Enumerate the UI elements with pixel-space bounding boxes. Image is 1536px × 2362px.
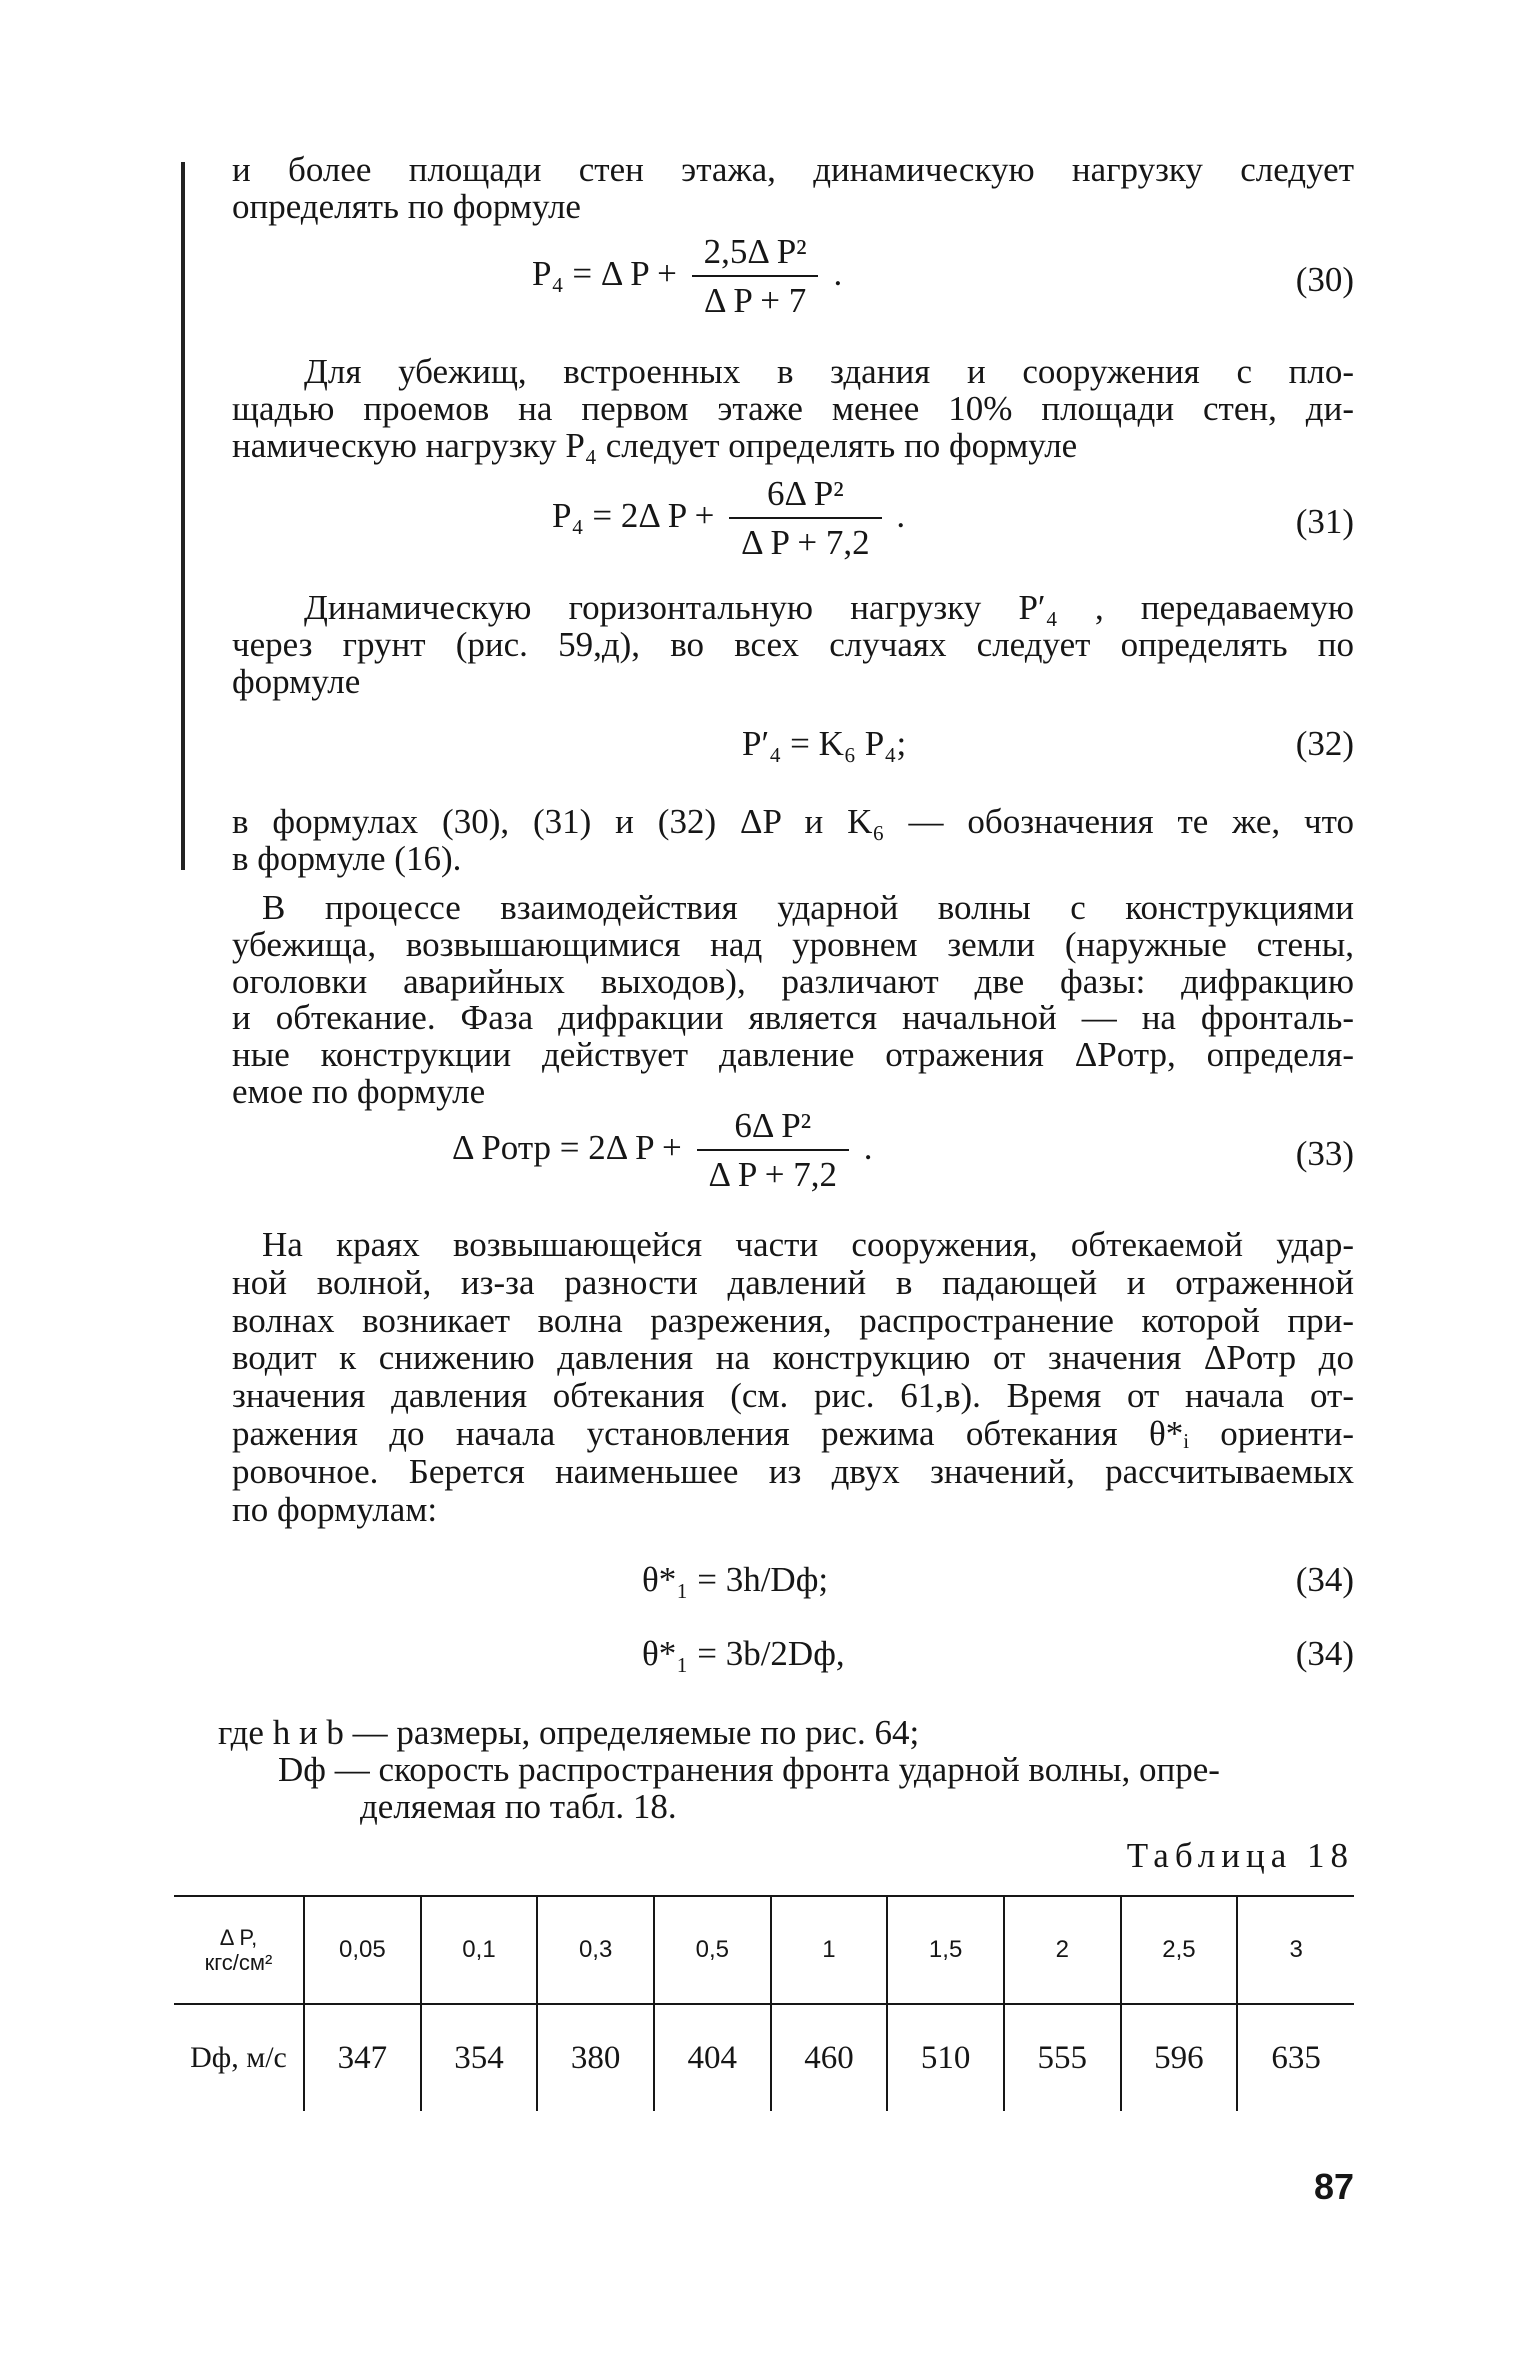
text-line: ражения до начала установления режима обтекания θ*ᵢ ориенти- [232, 1413, 1354, 1453]
formula-lhs: P₄ = 2Δ P + [552, 495, 715, 535]
where-line-1: где h и b — размеры, определяемые по рис. 64; [218, 1713, 920, 1752]
table-title: Таблица 18 [1126, 1836, 1354, 1875]
speed-cell: 347 [304, 2004, 421, 2111]
where-line-2: Dф — скорость распространения фронта ударной волны, опре- [278, 1750, 1220, 1789]
page-number: 87 [1313, 2166, 1354, 2207]
text-line: Динамическую горизонтальную нагрузку P′₄ , передаваемую [304, 588, 1354, 627]
text-line: убежища, возвышающимися над уровнем земли (наружные стены, [232, 924, 1354, 964]
fraction-denominator: Δ P + 7 [692, 275, 818, 320]
fraction-numerator: 6Δ P² [734, 1106, 812, 1145]
equation-number: (34) [1295, 1634, 1354, 1673]
fraction-numerator: 2,5Δ P² [703, 232, 807, 271]
formula-fraction [692, 234, 819, 320]
fraction-numerator: 6Δ P² [766, 474, 844, 513]
formula-expression: P′₄ = K₆ P₄; [742, 724, 907, 763]
formula-31 [232, 474, 1354, 562]
speed-cell: 596 [1121, 2004, 1238, 2111]
formula-expression: θ*₁ = 3b/2Dф, [642, 1634, 845, 1673]
text-line: значения давления обтекания (см. рис. 61,в). Время от начала от- [232, 1376, 1354, 1416]
text-line: емое по формуле [232, 1071, 486, 1111]
speed-cell: 460 [771, 2004, 888, 2111]
equation-number: (34) [1295, 1560, 1354, 1599]
row-label-cell: Dф, м/с [190, 2041, 287, 2075]
text-line: намическую нагрузку P₄ следует определять по формуле [232, 425, 1078, 465]
paragraph-intro [232, 152, 1354, 226]
formula-34a [232, 1560, 1354, 1599]
speed-cell: 635 [1237, 2004, 1354, 2111]
pressure-cell: 0,5 [654, 1896, 771, 2004]
formula-fraction [697, 1108, 849, 1194]
speed-cell: 404 [654, 2004, 771, 2111]
header-label-line: Δ P, [219, 1924, 258, 1950]
pressure-cell: 1,5 [887, 1896, 1004, 2004]
pressure-cell: 2,5 [1121, 1896, 1238, 2004]
text-line: формуле [232, 661, 361, 701]
text-line: в формулах (30), (31) и (32) ΔP и K₆ — обозначения те же, что [232, 802, 1354, 841]
fraction-denominator: Δ P + 7,2 [697, 1149, 849, 1194]
fraction-denominator: Δ P + 7,2 [729, 517, 881, 562]
speed-cell: 510 [887, 2004, 1004, 2111]
text-line: в формуле (16). [232, 838, 462, 878]
paragraph-notation [232, 804, 1354, 878]
formula-tail: . [833, 253, 843, 293]
speed-cell: 555 [1004, 2004, 1121, 2111]
text-line: В процессе взаимодействия ударной волны с конструкциями [262, 888, 1354, 927]
table-header-row [174, 1896, 1354, 2004]
text-line: по формулам: [232, 1489, 438, 1529]
equation-number: (30) [1295, 260, 1354, 299]
text-line: оголовки аварийных выходов), различают две фазы: дифракцию [232, 961, 1354, 1001]
formula-33 [232, 1106, 1354, 1194]
text-line: и более площади стен этажа, динамическую нагрузку следует [232, 150, 1354, 189]
table-data-row [174, 2004, 1354, 2111]
speed-table [174, 1895, 1354, 2111]
pressure-cell: 3 [1237, 1896, 1354, 2004]
formula-lhs: P₄ = Δ P + [532, 253, 677, 293]
pressure-cell: 2 [1004, 1896, 1121, 2004]
text-line: ной волной, из-за разности давлений в падающей и отраженной [232, 1262, 1354, 1302]
text-line: определять по формуле [232, 186, 581, 226]
text-line: водит к снижению давления на конструкцию от значения ΔPотр до [232, 1338, 1354, 1378]
text-line: Для убежищ, встроенных в здания и сооружения с пло- [304, 352, 1354, 391]
text-line: волнах возникает волна разрежения, распространение которой при- [232, 1300, 1354, 1340]
speed-cell: 380 [537, 2004, 654, 2111]
formula-tail: . [863, 1127, 873, 1167]
where-line-3: деляемая по табл. 18. [360, 1787, 677, 1826]
formula-34b [232, 1634, 1354, 1673]
text-line: через грунт (рис. 59,д), во всех случаях следует определять по [232, 624, 1354, 664]
pressure-cell: 0,05 [304, 1896, 421, 2004]
paragraph-rarefaction [232, 1226, 1354, 1528]
text-line: На краях возвышающейся части сооружения, обтекаемой удар- [262, 1225, 1354, 1264]
equation-number: (32) [1295, 724, 1354, 763]
formula-tail: . [896, 495, 906, 535]
formula-fraction [729, 476, 881, 562]
header-label-cell [174, 1896, 304, 2004]
text-line: ровочное. Берется наименьшее из двух значений, рассчитываемых [232, 1451, 1354, 1491]
pressure-cell: 0,3 [537, 1896, 654, 2004]
pressure-cell: 1 [771, 1896, 888, 2004]
formula-expression: θ*₁ = 3h/Dф; [642, 1560, 829, 1599]
formula-30 [232, 232, 1354, 320]
pressure-cell: 0,1 [421, 1896, 538, 2004]
text-line: ные конструкции действует давление отражения ΔPотр, определя- [232, 1035, 1354, 1074]
header-label-line: кгс/см² [204, 1950, 273, 1975]
paragraph-horizontal-load [232, 590, 1354, 700]
equation-number: (33) [1295, 1134, 1354, 1173]
formula-lhs: Δ Pотр = 2Δ P + [452, 1127, 682, 1167]
speed-cell: 354 [421, 2004, 538, 2111]
paragraph-shelters [232, 354, 1354, 464]
text-line: и обтекание. Фаза дифракции является начальной — на фронталь- [232, 998, 1354, 1038]
paragraph-diffraction [232, 890, 1354, 1111]
text-line: щадью проемов на первом этаже менее 10% площади стен, ди- [232, 388, 1354, 428]
formula-32 [232, 724, 1354, 763]
equation-number: (31) [1295, 502, 1354, 541]
margin-change-bar [181, 162, 185, 870]
